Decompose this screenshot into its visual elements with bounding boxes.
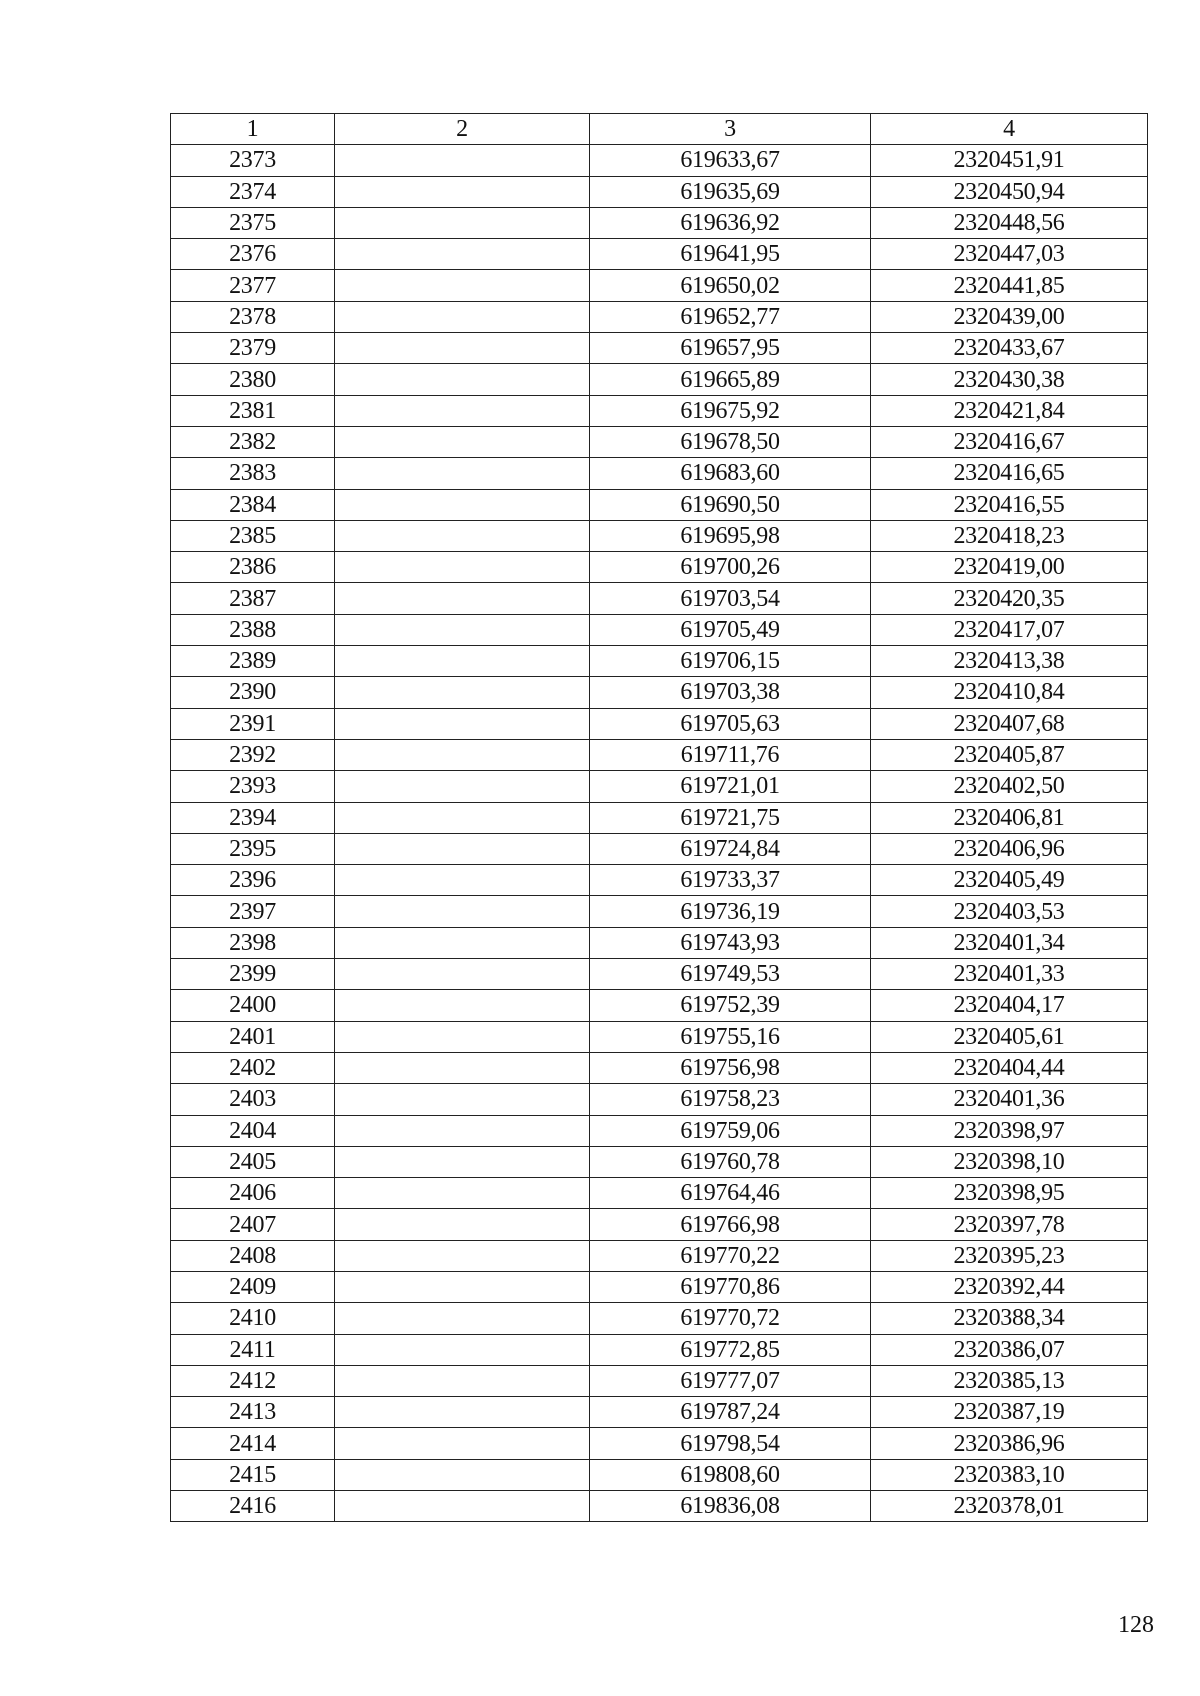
cell-y-coordinate: 2320416,67 — [871, 426, 1148, 457]
cell-point-number: 2412 — [171, 1365, 335, 1396]
table-row — [171, 990, 1148, 1021]
cell-point-number: 2403 — [171, 1084, 335, 1115]
cell-y-coordinate: 2320388,34 — [871, 1303, 1148, 1334]
cell-point-number: 2416 — [171, 1491, 335, 1522]
cell-y-coordinate: 2320392,44 — [871, 1271, 1148, 1302]
cell-point-number: 2384 — [171, 489, 335, 520]
cell-point-number: 2378 — [171, 301, 335, 332]
table-row — [171, 520, 1148, 551]
cell-y-coordinate: 2320417,07 — [871, 614, 1148, 645]
cell-y-coordinate: 2320441,85 — [871, 270, 1148, 301]
cell-column-2 — [335, 990, 590, 1021]
cell-point-number: 2395 — [171, 833, 335, 864]
cell-point-number: 2377 — [171, 270, 335, 301]
cell-x-coordinate: 619758,23 — [590, 1084, 871, 1115]
table-row — [171, 1397, 1148, 1428]
cell-x-coordinate: 619836,08 — [590, 1491, 871, 1522]
cell-column-2 — [335, 489, 590, 520]
table-row — [171, 1021, 1148, 1052]
cell-column-2 — [335, 176, 590, 207]
cell-column-2 — [335, 1271, 590, 1302]
table-row — [171, 802, 1148, 833]
cell-column-2 — [335, 927, 590, 958]
cell-point-number: 2381 — [171, 395, 335, 426]
cell-y-coordinate: 2320386,96 — [871, 1428, 1148, 1459]
cell-point-number: 2396 — [171, 865, 335, 896]
cell-y-coordinate: 2320405,87 — [871, 739, 1148, 770]
cell-column-2 — [335, 1365, 590, 1396]
cell-x-coordinate: 619755,16 — [590, 1021, 871, 1052]
cell-x-coordinate: 619759,06 — [590, 1115, 871, 1146]
table-row — [171, 552, 1148, 583]
cell-point-number: 2406 — [171, 1178, 335, 1209]
cell-x-coordinate: 619760,78 — [590, 1146, 871, 1177]
cell-column-2 — [335, 270, 590, 301]
table-row — [171, 959, 1148, 990]
table-row — [171, 739, 1148, 770]
cell-x-coordinate: 619743,93 — [590, 927, 871, 958]
cell-y-coordinate: 2320401,34 — [871, 927, 1148, 958]
cell-point-number: 2414 — [171, 1428, 335, 1459]
table-row — [171, 301, 1148, 332]
cell-column-2 — [335, 1397, 590, 1428]
cell-column-2 — [335, 833, 590, 864]
table-row — [171, 1271, 1148, 1302]
cell-y-coordinate: 2320404,17 — [871, 990, 1148, 1021]
cell-column-2 — [335, 426, 590, 457]
table-row — [171, 395, 1148, 426]
table-row — [171, 1084, 1148, 1115]
column-header-3: 3 — [590, 114, 871, 145]
cell-y-coordinate: 2320398,10 — [871, 1146, 1148, 1177]
cell-x-coordinate: 619733,37 — [590, 865, 871, 896]
cell-y-coordinate: 2320385,13 — [871, 1365, 1148, 1396]
cell-y-coordinate: 2320420,35 — [871, 583, 1148, 614]
cell-column-2 — [335, 1459, 590, 1490]
cell-point-number: 2415 — [171, 1459, 335, 1490]
table-row — [171, 1146, 1148, 1177]
cell-point-number: 2386 — [171, 552, 335, 583]
cell-column-2 — [335, 520, 590, 551]
cell-x-coordinate: 619700,26 — [590, 552, 871, 583]
cell-x-coordinate: 619756,98 — [590, 1052, 871, 1083]
column-header-4: 4 — [871, 114, 1148, 145]
cell-x-coordinate: 619711,76 — [590, 739, 871, 770]
cell-point-number: 2380 — [171, 364, 335, 395]
cell-column-2 — [335, 1146, 590, 1177]
table-row — [171, 1428, 1148, 1459]
table-row — [171, 771, 1148, 802]
cell-x-coordinate: 619752,39 — [590, 990, 871, 1021]
table-row — [171, 1115, 1148, 1146]
cell-y-coordinate: 2320433,67 — [871, 333, 1148, 364]
cell-point-number: 2393 — [171, 771, 335, 802]
table-row — [171, 677, 1148, 708]
cell-x-coordinate: 619705,49 — [590, 614, 871, 645]
table-row — [171, 364, 1148, 395]
cell-y-coordinate: 2320398,97 — [871, 1115, 1148, 1146]
cell-x-coordinate: 619683,60 — [590, 458, 871, 489]
cell-x-coordinate: 619808,60 — [590, 1459, 871, 1490]
cell-y-coordinate: 2320451,91 — [871, 145, 1148, 176]
cell-y-coordinate: 2320439,00 — [871, 301, 1148, 332]
cell-y-coordinate: 2320401,36 — [871, 1084, 1148, 1115]
cell-point-number: 2408 — [171, 1240, 335, 1271]
table-row — [171, 1178, 1148, 1209]
table-row — [171, 1459, 1148, 1490]
cell-point-number: 2387 — [171, 583, 335, 614]
cell-y-coordinate: 2320447,03 — [871, 239, 1148, 270]
cell-x-coordinate: 619675,92 — [590, 395, 871, 426]
table-row — [171, 614, 1148, 645]
cell-point-number: 2376 — [171, 239, 335, 270]
table-row — [171, 207, 1148, 238]
cell-x-coordinate: 619777,07 — [590, 1365, 871, 1396]
cell-column-2 — [335, 583, 590, 614]
table-row — [171, 270, 1148, 301]
cell-x-coordinate: 619766,98 — [590, 1209, 871, 1240]
cell-x-coordinate: 619633,67 — [590, 145, 871, 176]
cell-point-number: 2388 — [171, 614, 335, 645]
table-header-row — [171, 114, 1148, 145]
cell-column-2 — [335, 896, 590, 927]
cell-point-number: 2383 — [171, 458, 335, 489]
cell-x-coordinate: 619635,69 — [590, 176, 871, 207]
table-row — [171, 1334, 1148, 1365]
page-number: 128 — [1118, 1612, 1154, 1638]
table-row — [171, 833, 1148, 864]
cell-y-coordinate: 2320410,84 — [871, 677, 1148, 708]
cell-column-2 — [335, 646, 590, 677]
coordinates-table — [170, 113, 1148, 1522]
cell-x-coordinate: 619705,63 — [590, 708, 871, 739]
cell-column-2 — [335, 207, 590, 238]
cell-column-2 — [335, 1428, 590, 1459]
cell-x-coordinate: 619690,50 — [590, 489, 871, 520]
cell-point-number: 2411 — [171, 1334, 335, 1365]
cell-x-coordinate: 619695,98 — [590, 520, 871, 551]
cell-y-coordinate: 2320406,96 — [871, 833, 1148, 864]
table-row — [171, 458, 1148, 489]
cell-point-number: 2385 — [171, 520, 335, 551]
cell-point-number: 2400 — [171, 990, 335, 1021]
table-row — [171, 176, 1148, 207]
cell-y-coordinate: 2320395,23 — [871, 1240, 1148, 1271]
cell-point-number: 2391 — [171, 708, 335, 739]
cell-y-coordinate: 2320430,38 — [871, 364, 1148, 395]
cell-x-coordinate: 619678,50 — [590, 426, 871, 457]
table-row — [171, 145, 1148, 176]
cell-x-coordinate: 619636,92 — [590, 207, 871, 238]
cell-y-coordinate: 2320421,84 — [871, 395, 1148, 426]
cell-point-number: 2382 — [171, 426, 335, 457]
cell-y-coordinate: 2320405,61 — [871, 1021, 1148, 1052]
cell-column-2 — [335, 364, 590, 395]
cell-y-coordinate: 2320416,55 — [871, 489, 1148, 520]
cell-y-coordinate: 2320386,07 — [871, 1334, 1148, 1365]
table-row — [171, 333, 1148, 364]
cell-point-number: 2390 — [171, 677, 335, 708]
cell-column-2 — [335, 865, 590, 896]
cell-point-number: 2409 — [171, 1271, 335, 1302]
table-row — [171, 583, 1148, 614]
cell-y-coordinate: 2320402,50 — [871, 771, 1148, 802]
cell-x-coordinate: 619721,01 — [590, 771, 871, 802]
cell-point-number: 2413 — [171, 1397, 335, 1428]
cell-x-coordinate: 619665,89 — [590, 364, 871, 395]
cell-point-number: 2374 — [171, 176, 335, 207]
cell-y-coordinate: 2320416,65 — [871, 458, 1148, 489]
cell-x-coordinate: 619652,77 — [590, 301, 871, 332]
cell-y-coordinate: 2320405,49 — [871, 865, 1148, 896]
table-row — [171, 708, 1148, 739]
cell-y-coordinate: 2320383,10 — [871, 1459, 1148, 1490]
cell-column-2 — [335, 552, 590, 583]
cell-column-2 — [335, 1052, 590, 1083]
cell-column-2 — [335, 677, 590, 708]
cell-x-coordinate: 619657,95 — [590, 333, 871, 364]
cell-point-number: 2397 — [171, 896, 335, 927]
cell-y-coordinate: 2320448,56 — [871, 207, 1148, 238]
cell-column-2 — [335, 395, 590, 426]
cell-point-number: 2405 — [171, 1146, 335, 1177]
cell-column-2 — [335, 1084, 590, 1115]
cell-column-2 — [335, 739, 590, 770]
cell-y-coordinate: 2320419,00 — [871, 552, 1148, 583]
cell-y-coordinate: 2320398,95 — [871, 1178, 1148, 1209]
cell-y-coordinate: 2320418,23 — [871, 520, 1148, 551]
cell-column-2 — [335, 1021, 590, 1052]
table-row — [171, 1052, 1148, 1083]
cell-point-number: 2379 — [171, 333, 335, 364]
cell-column-2 — [335, 458, 590, 489]
cell-x-coordinate: 619736,19 — [590, 896, 871, 927]
cell-point-number: 2375 — [171, 207, 335, 238]
coordinates-table-body — [171, 114, 1148, 1522]
cell-column-2 — [335, 771, 590, 802]
cell-point-number: 2389 — [171, 646, 335, 677]
table-row — [171, 896, 1148, 927]
cell-column-2 — [335, 333, 590, 364]
cell-point-number: 2394 — [171, 802, 335, 833]
cell-point-number: 2407 — [171, 1209, 335, 1240]
table-row — [171, 865, 1148, 896]
cell-point-number: 2392 — [171, 739, 335, 770]
cell-y-coordinate: 2320378,01 — [871, 1491, 1148, 1522]
table-row — [171, 1365, 1148, 1396]
cell-x-coordinate: 619770,22 — [590, 1240, 871, 1271]
cell-column-2 — [335, 1334, 590, 1365]
table-row — [171, 1240, 1148, 1271]
cell-x-coordinate: 619749,53 — [590, 959, 871, 990]
table-row — [171, 489, 1148, 520]
cell-column-2 — [335, 239, 590, 270]
column-header-2: 2 — [335, 114, 590, 145]
column-header-1: 1 — [171, 114, 335, 145]
cell-x-coordinate: 619721,75 — [590, 802, 871, 833]
cell-column-2 — [335, 802, 590, 833]
cell-column-2 — [335, 708, 590, 739]
cell-y-coordinate: 2320406,81 — [871, 802, 1148, 833]
cell-x-coordinate: 619770,72 — [590, 1303, 871, 1334]
cell-point-number: 2404 — [171, 1115, 335, 1146]
cell-y-coordinate: 2320450,94 — [871, 176, 1148, 207]
cell-y-coordinate: 2320404,44 — [871, 1052, 1148, 1083]
cell-y-coordinate: 2320397,78 — [871, 1209, 1148, 1240]
cell-y-coordinate: 2320413,38 — [871, 646, 1148, 677]
cell-y-coordinate: 2320401,33 — [871, 959, 1148, 990]
cell-x-coordinate: 619641,95 — [590, 239, 871, 270]
cell-point-number: 2399 — [171, 959, 335, 990]
cell-x-coordinate: 619764,46 — [590, 1178, 871, 1209]
cell-x-coordinate: 619770,86 — [590, 1271, 871, 1302]
cell-point-number: 2398 — [171, 927, 335, 958]
cell-x-coordinate: 619706,15 — [590, 646, 871, 677]
table-row — [171, 927, 1148, 958]
table-row — [171, 646, 1148, 677]
cell-point-number: 2402 — [171, 1052, 335, 1083]
table-row — [171, 239, 1148, 270]
cell-x-coordinate: 619703,38 — [590, 677, 871, 708]
cell-y-coordinate: 2320403,53 — [871, 896, 1148, 927]
cell-column-2 — [335, 1491, 590, 1522]
cell-x-coordinate: 619787,24 — [590, 1397, 871, 1428]
cell-x-coordinate: 619798,54 — [590, 1428, 871, 1459]
cell-x-coordinate: 619724,84 — [590, 833, 871, 864]
cell-column-2 — [335, 959, 590, 990]
cell-point-number: 2410 — [171, 1303, 335, 1334]
cell-y-coordinate: 2320407,68 — [871, 708, 1148, 739]
cell-column-2 — [335, 614, 590, 645]
cell-y-coordinate: 2320387,19 — [871, 1397, 1148, 1428]
cell-column-2 — [335, 1240, 590, 1271]
cell-column-2 — [335, 1115, 590, 1146]
table-row — [171, 1491, 1148, 1522]
table-row — [171, 426, 1148, 457]
table-row — [171, 1209, 1148, 1240]
cell-column-2 — [335, 145, 590, 176]
cell-point-number: 2373 — [171, 145, 335, 176]
cell-column-2 — [335, 1209, 590, 1240]
cell-column-2 — [335, 1178, 590, 1209]
cell-x-coordinate: 619772,85 — [590, 1334, 871, 1365]
table-row — [171, 1303, 1148, 1334]
cell-column-2 — [335, 1303, 590, 1334]
cell-column-2 — [335, 301, 590, 332]
cell-point-number: 2401 — [171, 1021, 335, 1052]
cell-x-coordinate: 619703,54 — [590, 583, 871, 614]
cell-x-coordinate: 619650,02 — [590, 270, 871, 301]
